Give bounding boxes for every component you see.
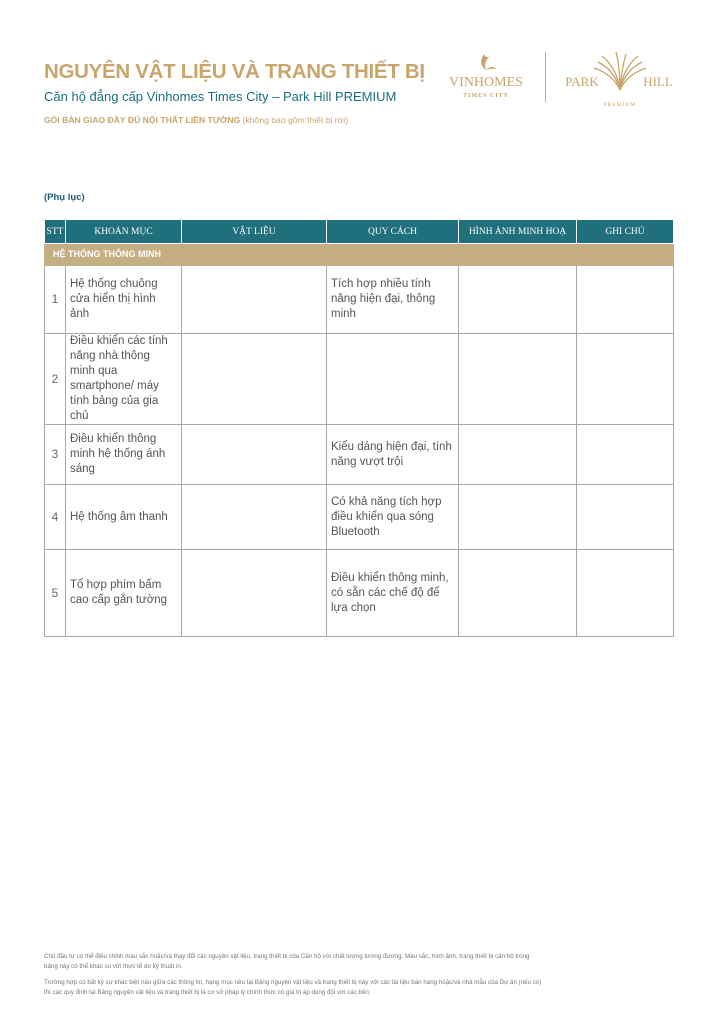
header-item: KHOẢN MỤC <box>66 220 182 244</box>
cell-spec: Điều khiển thông minh, có sẵn các chế độ để lựa chọn <box>327 550 459 637</box>
header-material: VẬT LIỆU <box>182 220 327 244</box>
cell-spec: Tích hợp nhiều tính năng hiện đại, thông minh <box>327 266 459 334</box>
table-row <box>45 334 674 425</box>
table-row <box>45 425 674 485</box>
cell-note <box>577 550 674 637</box>
vinhomes-logo-text: VINHOMES <box>449 75 523 90</box>
logo-divider <box>545 52 546 102</box>
cell-note <box>577 266 674 334</box>
cell-item: Hệ thống âm thanh <box>66 485 182 550</box>
cell-image <box>459 334 577 425</box>
appendix-label: (Phụ lục) <box>44 192 85 203</box>
cell-stt: 5 <box>45 550 66 637</box>
cell-note <box>577 334 674 425</box>
cell-item: Hệ thống chuông cửa hiển thị hình ảnh <box>66 266 182 334</box>
cell-stt: 3 <box>45 425 66 485</box>
cell-material <box>182 266 327 334</box>
page-title: NGUYÊN VẬT LIỆU VÀ TRANG THIẾT BỊ <box>44 60 425 83</box>
table-row <box>45 485 674 550</box>
cell-material <box>182 550 327 637</box>
cell-spec: Kiểu dáng hiện đại, tính năng vượt trội <box>327 425 459 485</box>
header-note: GHI CHÚ <box>577 220 674 244</box>
cell-image <box>459 485 577 550</box>
cell-stt: 2 <box>45 334 66 425</box>
cell-note <box>577 425 674 485</box>
cell-item: Điều khiển thông minh hệ thống ánh sáng <box>66 425 182 485</box>
header-spec: QUY CÁCH <box>327 220 459 244</box>
vinhomes-logo <box>440 50 532 102</box>
cell-material <box>182 425 327 485</box>
package-title: GÓI BÀN GIAO ĐẦY ĐỦ NỘI THẤT LIỀN TƯỜNG <box>44 115 241 125</box>
cell-image <box>459 550 577 637</box>
table-header-row <box>45 220 674 244</box>
package-label <box>44 115 348 125</box>
cell-note <box>577 485 674 550</box>
table-row <box>45 266 674 334</box>
cell-material <box>182 485 327 550</box>
cell-item: Tổ hợp phím bấm cao cấp gắn tường <box>66 550 182 637</box>
parkhill-logo-sub: PREMIUM <box>603 102 637 108</box>
footer-note-1: Chủ đầu tư có thể điều chỉnh màu sắc hoặc/và thay đổi các nguyên vật liệu, trang thiết bị của Căn hộ với chất lượng tương đương. Màu sắc, hình ảnh, trang thiết bị căn hộ trong bảng này có thể khác so với thực tế do kỹ thuật in. <box>44 953 530 970</box>
cell-stt: 4 <box>45 485 66 550</box>
group-title: HỆ THỐNG THÔNG MINH <box>45 244 674 266</box>
cell-image <box>459 266 577 334</box>
table-row <box>45 550 674 637</box>
header-image: HÌNH ẢNH MINH HOẠ <box>459 220 577 244</box>
page-subtitle: Căn hộ đẳng cấp Vinhomes Times City – Park Hill PREMIUM <box>44 89 397 104</box>
materials-table <box>44 219 674 637</box>
cell-material <box>182 334 327 425</box>
cell-image <box>459 425 577 485</box>
group-row <box>45 244 674 266</box>
footer-notes <box>44 952 544 1004</box>
parkhill-logo <box>560 46 680 110</box>
cell-item: Điều khiển các tính năng nhà thông minh qua smartphone/ máy tính bảng của gia chủ <box>66 334 182 425</box>
package-note: (không bao gồm thiết bị rời) <box>242 115 349 125</box>
parkhill-logo-right: HILL <box>643 74 673 89</box>
cell-stt: 1 <box>45 266 66 334</box>
cell-spec: Có khả năng tích hợp điều khiển qua sóng Bluetooth <box>327 485 459 550</box>
vinhomes-logo-sub: TIMES CITY <box>463 93 509 99</box>
footer-note-2: Trường hợp có bất kỳ sự khác biệt nào giữa các thông tin, hạng mục nêu tại Bảng nguyên vật liệu và trang thiết bị này với các tài liệu bán hàng hoặc/và nhà mẫu của Dự án (nếu có) thì các quy định tại Bảng nguyên vật liệu và trang thiết bị là cơ sở pháp lý chính thức có giá trị áp dụng đối với các bên. <box>44 979 542 996</box>
parkhill-logo-left: PARK <box>565 74 599 89</box>
header-stt: STT <box>45 220 66 244</box>
cell-spec <box>327 334 459 425</box>
